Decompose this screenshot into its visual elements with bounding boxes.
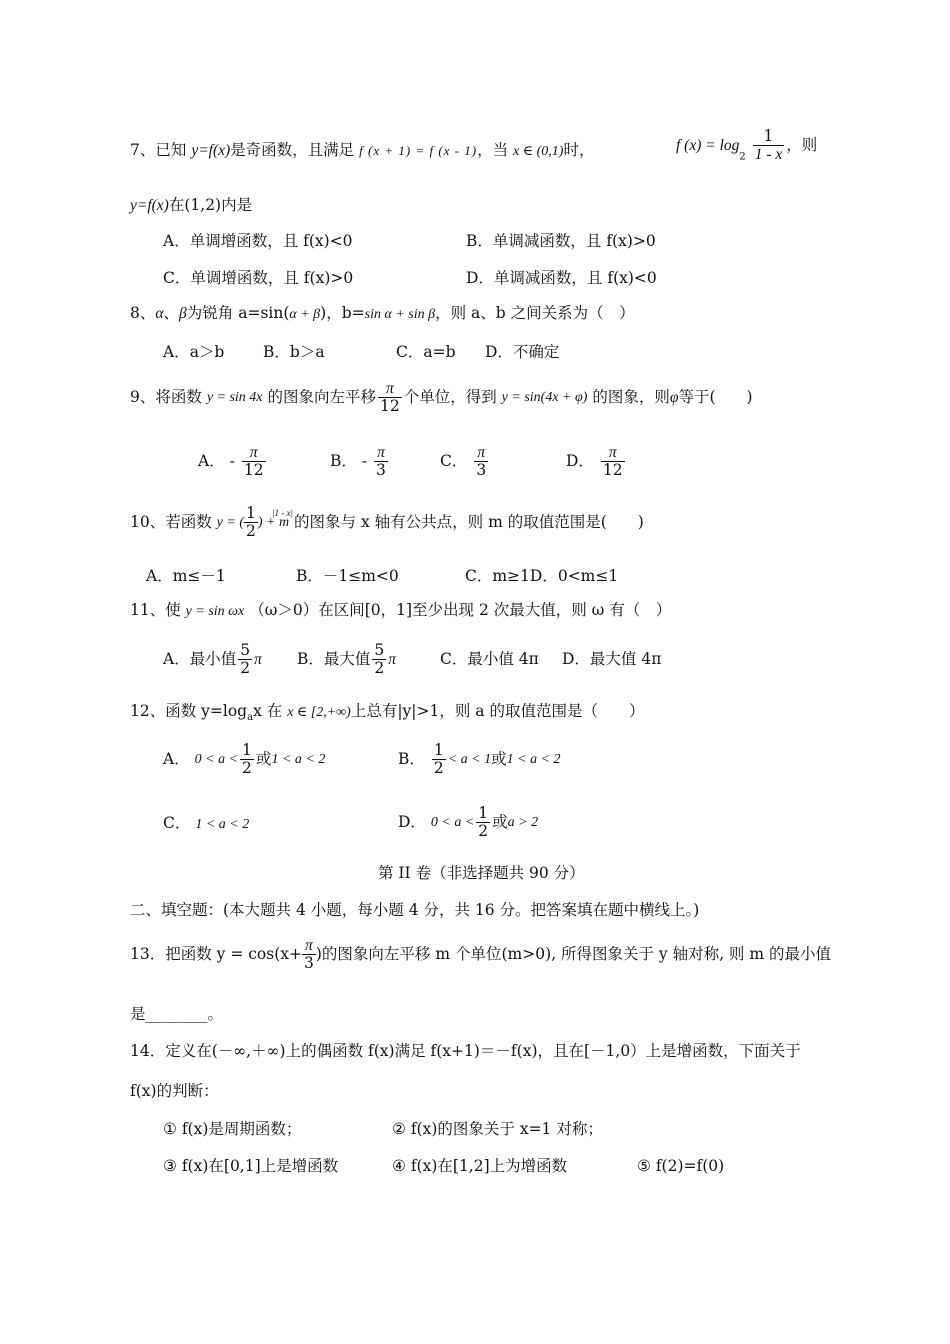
q11-opt-a-frac bbox=[238, 642, 252, 677]
q13-frac-num: π bbox=[302, 937, 316, 955]
q11-option-c: C．最小值 4π bbox=[440, 650, 539, 668]
q9-opt-b-num: π bbox=[374, 444, 388, 462]
q12-prefix: 12、函数 y=log bbox=[130, 702, 248, 720]
q12-opt-a-num: 1 bbox=[242, 741, 252, 759]
q11-opt-a-den: 2 bbox=[240, 659, 251, 677]
q11-prefix: 11、使 bbox=[130, 601, 181, 619]
q8-b-eq: b= bbox=[341, 304, 365, 322]
q12-opt-d-1: 0 < a < bbox=[430, 815, 475, 830]
q14-line1: 14．定义在(－∞,＋∞)上的偶函数 f(x)满足 f(x+1)＝－f(x)，且在[－1,0）上是增函数，下面关于 bbox=[130, 1042, 801, 1060]
q9-opt-b-sign: - bbox=[361, 452, 368, 470]
q14-item-4: ④ f(x)在[1,2]上为增函数 bbox=[392, 1157, 568, 1175]
q12-opt-b-label: B． bbox=[398, 750, 425, 768]
q11-text: （ω＞0）在区间[0，1]至少出现 2 次最大值，则 ω 有（ ） bbox=[249, 601, 672, 619]
q9-text4: 等于( ) bbox=[678, 388, 753, 406]
q9-option-d bbox=[566, 444, 627, 479]
q8-a-eq: a=sin( bbox=[238, 304, 290, 322]
q9-opt-d-label: D． bbox=[566, 452, 594, 470]
q12-opt-a-frac bbox=[240, 742, 254, 777]
q8-b-math: sin α + sin β bbox=[364, 307, 436, 322]
q12-option-a bbox=[163, 742, 325, 777]
q8-line bbox=[130, 302, 635, 326]
q11-opt-b-label: B．最大值 bbox=[297, 650, 371, 668]
q9-opt-a-frac bbox=[242, 444, 266, 479]
q9-opt-b-den: 3 bbox=[376, 461, 386, 479]
q10-frac-den: 2 bbox=[246, 522, 256, 540]
q11-opt-b-frac bbox=[372, 642, 386, 677]
q10-frac-num: 1 bbox=[246, 504, 256, 522]
q7-yfx-2: y=f(x) bbox=[130, 197, 169, 214]
q9-frac-den: 12 bbox=[379, 397, 400, 415]
q14-item-5: ⑤ f(2)=f(0) bbox=[637, 1157, 725, 1175]
q12-opt-a-2: 1 < a < 2 bbox=[271, 752, 326, 767]
q12-option-c bbox=[163, 812, 249, 836]
q9-f2: y = sin(4x + φ) bbox=[501, 390, 588, 405]
q9-option-b bbox=[330, 444, 390, 479]
q12-opt-b-or: 或 bbox=[491, 750, 507, 768]
q9-opt-c-frac bbox=[474, 444, 488, 479]
q13-prefix: 13．把函数 y = cos(x+ bbox=[130, 945, 302, 963]
q12-opt-c: 1 < a < 2 bbox=[195, 817, 250, 832]
q9-opt-d-num: π bbox=[601, 444, 625, 462]
q8-option-c: C．a=b bbox=[396, 343, 456, 361]
q9-phi: φ bbox=[669, 389, 679, 406]
q8-beta: β bbox=[179, 305, 187, 322]
q7-line1 bbox=[130, 139, 594, 163]
q10-line bbox=[130, 505, 644, 540]
q10-exponent: |1 - x| bbox=[272, 508, 293, 518]
q10-option-a: A．m≤－1 bbox=[146, 567, 226, 585]
q11-option-d: D．最大值 4π bbox=[562, 650, 662, 668]
q10-text: 的图象与 x 轴有公共点，则 m 的取值范围是( ) bbox=[294, 513, 644, 531]
q9-opt-d-den: 12 bbox=[602, 461, 623, 479]
q8-sep: 、 bbox=[163, 304, 180, 322]
q13-line2: 是________。 bbox=[130, 1005, 224, 1023]
q11-opt-b-num: 5 bbox=[374, 641, 385, 659]
q11-line bbox=[130, 599, 671, 623]
q10-option-cd: C．m≥1D．0<m≤1 bbox=[465, 567, 619, 585]
q7-log-base: 2 bbox=[739, 151, 746, 163]
q11-option-a bbox=[163, 642, 262, 677]
q13-line1 bbox=[130, 937, 831, 972]
q12-domain: x ∈ [2,+∞) bbox=[287, 705, 351, 720]
q12-opt-c-label: C． bbox=[163, 814, 191, 832]
q11-option-b bbox=[297, 642, 396, 677]
q12-opt-d-frac bbox=[476, 805, 490, 840]
q8-text2: ，则 a、b 之间关系为（ ） bbox=[435, 304, 635, 322]
q8-option-d: D．不确定 bbox=[485, 343, 560, 361]
q7-frac-den: 1 - x bbox=[754, 146, 783, 163]
q10-tail: ) + m bbox=[257, 515, 290, 530]
q12-option-b bbox=[398, 742, 561, 777]
q12-text1: x 在 bbox=[253, 702, 283, 720]
q7-domain-math: x ∈ (0,1) bbox=[513, 144, 564, 159]
fill-in-header: 二、填空题：(本大题共 4 小题，每小题 4 分，共 16 分。把答案填在题中横线上。) bbox=[130, 901, 700, 919]
q12-opt-a-1: 0 < a < bbox=[194, 752, 239, 767]
q9-opt-c-label: C． bbox=[440, 452, 468, 470]
q13-fraction bbox=[302, 937, 316, 972]
q9-option-a bbox=[198, 444, 268, 479]
q7-fraction bbox=[753, 128, 785, 163]
section-2-title: 第 II 卷（非选择题共 90 分） bbox=[378, 864, 585, 882]
q8-prefix: 8、 bbox=[130, 304, 156, 322]
q9-line bbox=[130, 380, 753, 415]
q9-opt-a-sign: - bbox=[229, 452, 235, 470]
q14-item-2: ② f(x)的图象关于 x=1 对称； bbox=[392, 1120, 603, 1138]
q12-opt-a-or: 或 bbox=[255, 750, 272, 768]
q9-fraction bbox=[378, 380, 402, 415]
q7-when-text: ，当 bbox=[477, 141, 509, 159]
q14-line2: f(x)的判断： bbox=[130, 1082, 219, 1100]
q12-option-d bbox=[398, 805, 538, 840]
q11-f: y = sin ωx bbox=[185, 604, 245, 619]
q7-option-a: A．单调增函数，且 f(x)<0 bbox=[163, 232, 353, 250]
q9-opt-c-num: π bbox=[474, 444, 488, 462]
q8-text1: 为锐角 bbox=[186, 304, 234, 322]
q10-prefix: 10、若函数 bbox=[130, 513, 212, 531]
q12-opt-a-label: A． bbox=[163, 750, 190, 768]
q9-frac-num: π bbox=[378, 380, 402, 398]
q8-option-b: B．b＞a bbox=[263, 343, 325, 361]
q9-prefix: 9、将函数 bbox=[130, 388, 202, 406]
q9-text2: 个单位，得到 bbox=[403, 388, 497, 406]
q12-text2: 上总有|y|>1，则 a 的取值范围是（ ） bbox=[350, 702, 645, 720]
q12-opt-d-2: a > 2 bbox=[507, 815, 539, 830]
q11-opt-b-pi: π bbox=[388, 651, 397, 668]
q12-opt-d-label: D． bbox=[398, 813, 426, 831]
q7-cond-text: 是奇函数，且满足 bbox=[230, 141, 355, 159]
q7-shi: 时， bbox=[563, 141, 595, 159]
q7-line2 bbox=[130, 194, 252, 217]
q12-opt-b-den: 2 bbox=[433, 759, 444, 777]
q9-opt-c-den: 3 bbox=[476, 461, 487, 479]
q11-opt-b-den: 2 bbox=[374, 659, 385, 677]
q13-text: )的图象向左平移 m 个单位(m>0), 所得图象关于 y 轴对称, 则 m 的最小值 bbox=[315, 945, 831, 963]
q7-option-d: D．单调减函数，且 f(x)<0 bbox=[466, 269, 657, 287]
q7-option-b: B．单调减函数，且 f(x)>0 bbox=[466, 232, 656, 250]
q7-line2-text: 在(1,2)内是 bbox=[168, 196, 253, 214]
q9-option-c bbox=[440, 444, 490, 479]
q9-opt-d-frac bbox=[601, 444, 625, 479]
q7-fx-formula bbox=[676, 128, 817, 166]
q14-item-3: ③ f(x)在[0,1]上是增函数 bbox=[163, 1157, 339, 1175]
q7-cond-math: f (x + 1) = f (x - 1) bbox=[359, 143, 478, 158]
q9-text3: 的图象，则 bbox=[592, 388, 670, 406]
q12-opt-d-den: 2 bbox=[478, 822, 489, 840]
q8-alpha: α bbox=[155, 305, 164, 322]
q9-text1: 的图象向左平移 bbox=[267, 388, 376, 406]
q7-frac-num: 1 bbox=[753, 128, 785, 146]
q11-opt-a-pi: π bbox=[254, 651, 262, 668]
q7-fx-math: f (x) = log bbox=[676, 137, 740, 154]
q11-opt-a-num: 5 bbox=[240, 641, 251, 659]
q8-option-a: A．a＞b bbox=[163, 343, 225, 361]
q12-opt-b-frac bbox=[432, 742, 446, 777]
q7-yfx: y=f(x) bbox=[191, 142, 231, 159]
q12-line bbox=[130, 700, 644, 729]
q10-y-eq: y = ( bbox=[216, 515, 244, 530]
q12-sub: a bbox=[247, 712, 254, 724]
q8-a-math: α + β bbox=[289, 307, 321, 322]
q12-opt-a-den: 2 bbox=[242, 759, 252, 777]
q9-opt-a-num: π bbox=[242, 444, 266, 462]
q8-close: )， bbox=[320, 304, 342, 322]
q14-item-1: ① f(x)是周期函数； bbox=[163, 1120, 302, 1138]
q7-prefix: 7、已知 bbox=[130, 141, 187, 159]
q9-f1: y = sin 4x bbox=[206, 390, 263, 405]
q10-option-b: B．－1≤m<0 bbox=[296, 567, 399, 585]
q9-opt-a-den: 12 bbox=[243, 461, 264, 479]
q9-opt-a-label: A． bbox=[198, 452, 225, 470]
q13-frac-den: 3 bbox=[304, 954, 314, 972]
q12-opt-d-or: 或 bbox=[492, 813, 508, 831]
q12-opt-b-num: 1 bbox=[433, 741, 444, 759]
q12-opt-d-num: 1 bbox=[478, 804, 489, 822]
q7-ze: ，则 bbox=[786, 136, 818, 154]
q7-option-c: C．单调增函数，且 f(x)>0 bbox=[163, 269, 354, 287]
q11-opt-a-label: A．最小值 bbox=[163, 650, 237, 668]
q9-opt-b-frac bbox=[374, 444, 388, 479]
q10-fraction bbox=[244, 505, 258, 540]
q12-opt-b-2: 1 < a < 2 bbox=[506, 752, 561, 767]
q12-opt-b-1: < a < 1 bbox=[447, 752, 492, 767]
q9-opt-b-label: B． bbox=[330, 452, 357, 470]
